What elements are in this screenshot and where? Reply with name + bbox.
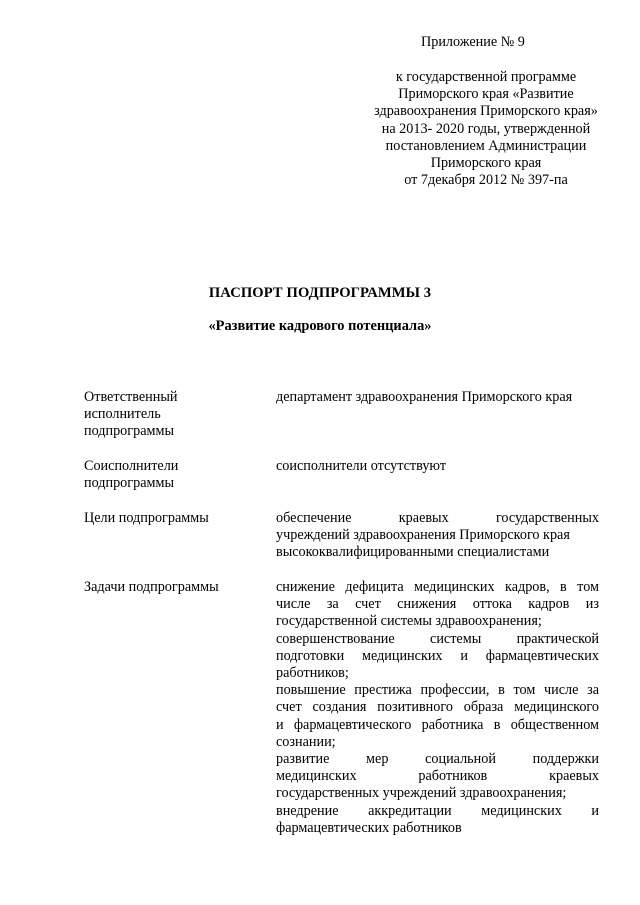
label-line: Задачи подпрограммы [84,579,219,595]
value-line: совершенствование системы практической [276,630,599,647]
value-line: соисполнители отсутствуют [276,458,447,474]
value-line: государственных учреждений здравоохранения; [276,785,567,802]
appendix-line: от 7декабря 2012 № 397-па [404,172,568,189]
tasks-label [84,579,264,596]
co-executors-value [276,458,599,475]
value-line: работников; [276,665,349,682]
label-line: подпрограммы [84,475,174,492]
appendix-line: Приморского края [430,155,542,172]
value-line: повышение престижа профессии, в том числе за [276,682,599,699]
passport-subtitle: «Развитие кадрового потенциала» [208,318,432,334]
value-line: высококвалифицированными специалистами [276,544,550,561]
value-line: счет создания позитивного образа медицинского [276,699,599,716]
label-line: Ответственный [84,389,178,405]
value-line: государственной системы здравоохранения; [276,613,542,630]
value-line: числе за счет снижения оттока кадров из [276,596,599,613]
co-executors-label [84,458,264,492]
responsible-executor-label [84,389,264,441]
value-line: медицинских работников краевых [276,768,599,785]
value-line: департамент здравоохранения Приморского края [276,389,573,405]
label-line: исполнитель [84,406,161,423]
value-line: фармацевтических работников [276,819,462,836]
appendix-reference-block [355,69,617,189]
value-line: снижение дефицита медицинских кадров, в том [276,579,599,595]
appendix-line: Приморского края «Развитие [398,86,574,103]
goals-label [84,510,264,527]
appendix-line: на 2013- 2020 годы, утвержденной [381,120,591,137]
label-line: Цели подпрограммы [84,510,209,526]
appendix-number: Приложение № 9 [421,34,525,50]
value-line: подготовки медицинских и фармацевтических [276,647,599,664]
goals-value [276,510,599,562]
label-line: подпрограммы [84,423,174,440]
value-line: учреждений здравоохранения Приморского края [276,527,570,544]
value-line: сознании; [276,733,336,750]
responsible-executor-value [276,389,599,406]
appendix-line: к государственной программе [395,69,577,85]
value-line: и фармацевтического работника в общественном [276,716,599,733]
tasks-value [276,579,599,837]
appendix-line: здравоохранения Приморского края» [374,103,598,120]
label-line: Соисполнители [84,458,179,474]
value-line: развитие мер социальной поддержки [276,751,599,768]
passport-title: ПАСПОРТ ПОДПРОГРАММЫ 3 [208,285,432,301]
value-line: обеспечение краевых государственных [276,510,599,526]
value-line: внедрение аккредитации медицинских и [276,802,599,819]
appendix-line: постановлением Администрации [385,137,587,154]
